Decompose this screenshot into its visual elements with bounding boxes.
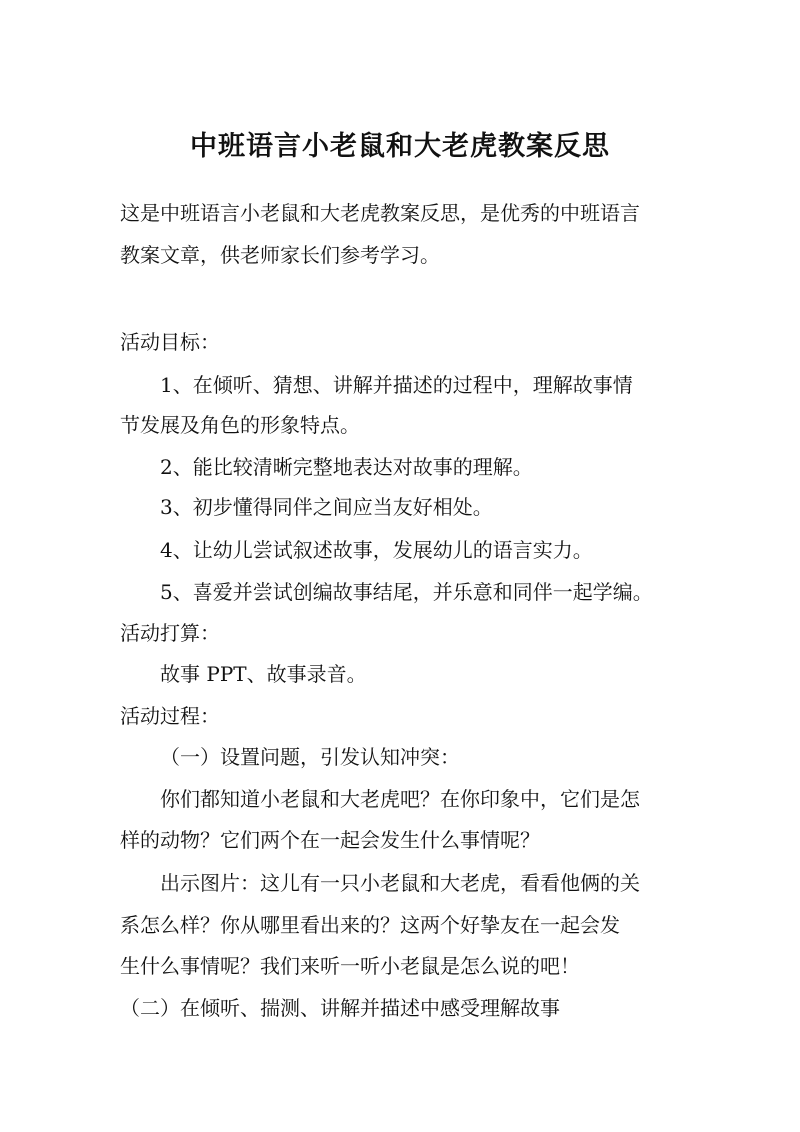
- step1-paragraph-line-2: 样的动物？它们两个在一起会发生什么事情呢？: [120, 828, 540, 852]
- prep-item: 故事 PPT、故事录音。: [160, 662, 367, 686]
- goal-item-3: 3、初步懂得同伴之间应当友好相处。: [160, 495, 493, 519]
- step1-paragraph-line-1: 你们都知道小老鼠和大老虎吧？在你印象中，它们是怎: [160, 787, 640, 811]
- prep-heading: 活动打算：: [120, 621, 220, 645]
- step2-heading: （二）在倾听、揣测、讲解并描述中感受理解故事: [120, 996, 560, 1020]
- goal-item-4: 4、让幼儿尝试叙述故事，发展幼儿的语言实力。: [160, 538, 593, 562]
- goals-heading: 活动目标：: [120, 330, 220, 354]
- intro-line-1: 这是中班语言小老鼠和大老虎教案反思，是优秀的中班语言: [120, 201, 640, 225]
- intro-line-2: 教案文章，供老师家长们参考学习。: [120, 243, 440, 267]
- step1-paragraph-line-4: 系怎么样？你从哪里看出来的？这两个好挚友在一起会发: [120, 913, 620, 937]
- step1-paragraph-line-5: 生什么事情呢？我们来听一听小老鼠是怎么说的吧！: [120, 954, 580, 978]
- goal-item-2: 2、能比较清晰完整地表达对故事的理解。: [160, 455, 533, 479]
- goal-item-1-continued: 节发展及角色的形象特点。: [120, 413, 360, 437]
- step1-heading: （一）设置问题，引发认知冲突：: [160, 745, 460, 769]
- goal-item-1: 1、在倾听、猜想、讲解并描述的过程中，理解故事情: [160, 373, 633, 397]
- goal-item-5: 5、喜爱并尝试创编故事结尾，并乐意和同伴一起学编。: [160, 580, 653, 604]
- process-heading: 活动过程：: [120, 704, 220, 728]
- document-title: 中班语言小老鼠和大老虎教案反思: [190, 131, 610, 162]
- step1-paragraph-line-3: 出示图片：这儿有一只小老鼠和大老虎，看看他俩的关: [160, 871, 640, 895]
